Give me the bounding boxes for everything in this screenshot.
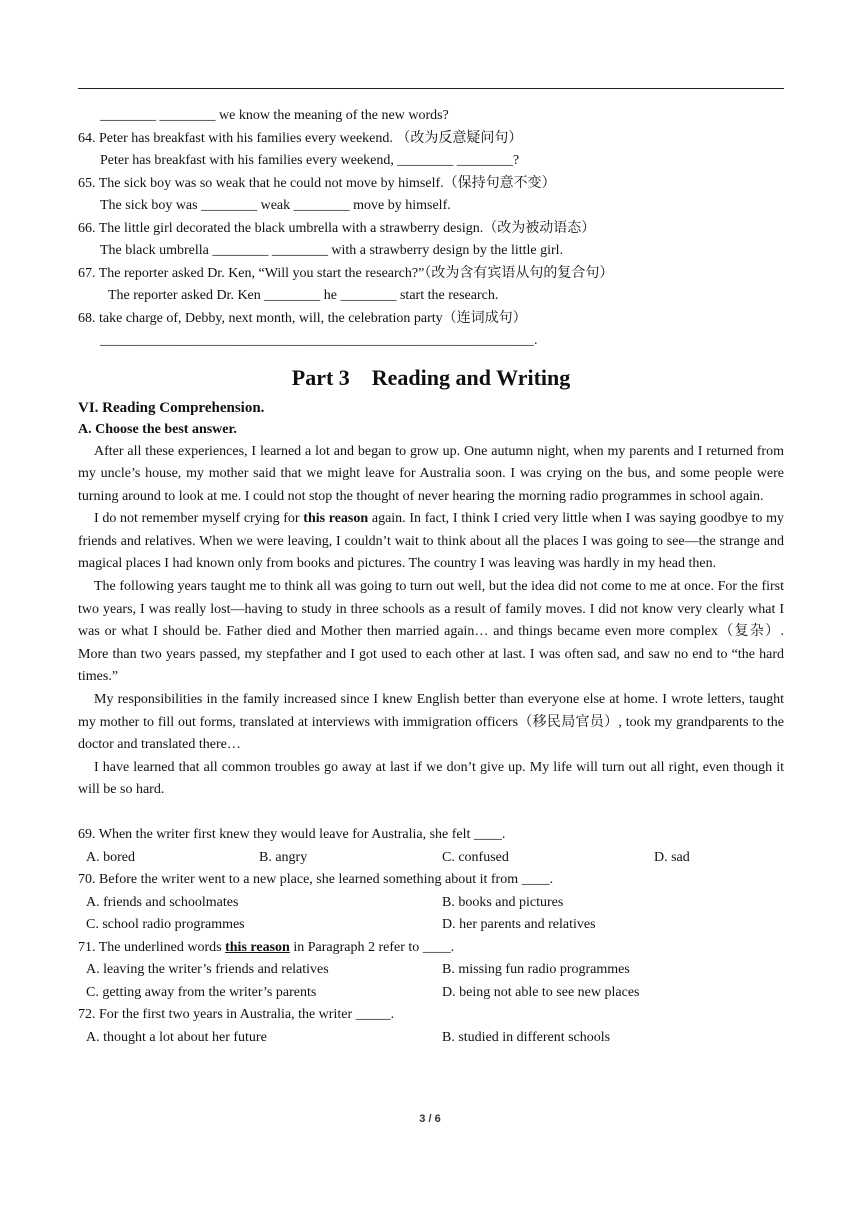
- passage-paragraph-4: My responsibilities in the family increased since I knew English better than everyone else at home. I wrote letters, taught my mother to fill out forms, translated at interviews with immigration officers（移民局官员）, took my grandparents to the doctor and translated there…: [78, 692, 784, 753]
- q69-option-c: C. confused: [442, 849, 509, 865]
- q71-underlined-phrase: this reason: [225, 939, 290, 955]
- page-number: 3 / 6: [419, 1113, 441, 1125]
- q68-answer-line: ______________________________________________________________.: [100, 333, 538, 348]
- passage-paragraph-1: After all these experiences, I learned a lot and began to grow up. One autumn night, when my parents and I returned from my uncle’s house, my mother said that we might leave for Australia soon. I was crying on the bus, and some people were turning around to look at me. I could not stop the thought of never hearing the morning radio programmes in school again.: [78, 443, 784, 504]
- q71-text-before: 71. The underlined words: [78, 939, 226, 955]
- page-content: [78, 105, 784, 1049]
- q68-prompt: 68. take charge of, Debby, next month, will, the celebration party（连词成句）: [78, 310, 527, 326]
- q70-options-row2: [78, 914, 784, 937]
- q71-option-c: C. getting away from the writer’s parents: [86, 984, 317, 1000]
- q69-option-d: D. sad: [654, 849, 690, 865]
- q69-stem: 69. When the writer first knew they would leave for Australia, she felt ____.: [78, 827, 506, 842]
- q66-answer-line: The black umbrella ________ ________ with a strawberry design by the little girl.: [100, 243, 564, 258]
- q67-prompt: 67. The reporter asked Dr. Ken, “Will you start the research?”（改为含有宾语从句的复合句）: [78, 265, 614, 281]
- q70-option-c: C. school radio programmes: [86, 917, 245, 932]
- passage-paragraph-2: [78, 508, 784, 576]
- section-title: VI. Reading Comprehension.: [78, 399, 265, 416]
- q71-option-b: B. missing fun radio programmes: [442, 962, 630, 977]
- q72-option-a: A. thought a lot about her future: [86, 1029, 267, 1045]
- q71-stem: [78, 937, 784, 960]
- q66-prompt: 66. The little girl decorated the black umbrella with a strawberry design.（改为被动语态）: [78, 220, 596, 236]
- q65-answer-line: The sick boy was ________ weak ________ move by himself.: [100, 198, 451, 213]
- q70-option-b: B. books and pictures: [442, 894, 564, 910]
- header-rule: [78, 88, 784, 89]
- subsection-title: A. Choose the best answer.: [78, 421, 237, 437]
- q71-options-row1: [78, 959, 784, 982]
- q70-option-a: A. friends and schoolmates: [86, 894, 239, 910]
- q71-text-after: in Paragraph 2 refer to ____.: [289, 939, 455, 955]
- p2-text-before: I do not remember myself crying for: [94, 511, 304, 527]
- q65-prompt: 65. The sick boy was so weak that he could not move by himself.（保持句意不变）: [78, 175, 556, 191]
- q71-options-row2: [78, 982, 784, 1005]
- q64-prompt: 64. Peter has breakfast with his families every weekend. （改为反意疑问句）: [78, 130, 523, 146]
- q69-option-a: A. bored: [86, 849, 135, 865]
- p2-text-after: again. In fact, I think I cried very little when I was saying goodbye to my friends and relatives. When we were leaving, I couldn’t wait to think about all the places I was going to see—the strange and magical places I had known only from books and pictures. The country I was leaving was hardly in my head then.: [78, 511, 784, 572]
- q71-option-a: A. leaving the writer’s friends and relatives: [86, 962, 329, 977]
- part-title: Part 3 Reading and Writing: [291, 364, 571, 390]
- passage-paragraph-5: I have learned that all common troubles go away at last if we don’t give up. My life will turn out all right, even though it will be so hard.: [78, 759, 784, 798]
- q64-answer-line: Peter has breakfast with his families every weekend, ________ ________?: [100, 153, 520, 168]
- q69-options: [78, 847, 784, 870]
- p2-bold-phrase: this reason: [303, 511, 369, 527]
- q71-option-d: D. being not able to see new places: [442, 984, 640, 1000]
- q72-option-b: B. studied in different schools: [442, 1029, 611, 1045]
- q69-option-b: B. angry: [259, 849, 308, 865]
- q70-stem: 70. Before the writer went to a new place, she learned something about it from ____.: [78, 872, 554, 887]
- q63-answer-line: ________ ________ we know the meaning of the new words?: [100, 108, 449, 123]
- q70-options-row1: [78, 892, 784, 915]
- passage-paragraph-3: The following years taught me to think all was going to turn out well, but the idea did not come to me at once. For the first two years, I was really lost—having to study in three schools as a result of family moves. I did not know very clearly what I was or what I should be. Father died and Mother then married again… and things became even more complex（复杂）. More than two years passed, my stepfather and I got used to each other at last. I was often sad, and saw no end to “the hard times.”: [78, 579, 784, 685]
- q70-option-d: D. her parents and relatives: [442, 917, 596, 932]
- q67-answer-line: The reporter asked Dr. Ken ________ he ________ start the research.: [108, 288, 499, 303]
- q72-stem: 72. For the first two years in Australia, the writer _____.: [78, 1007, 395, 1022]
- q72-options-row1: [78, 1027, 784, 1050]
